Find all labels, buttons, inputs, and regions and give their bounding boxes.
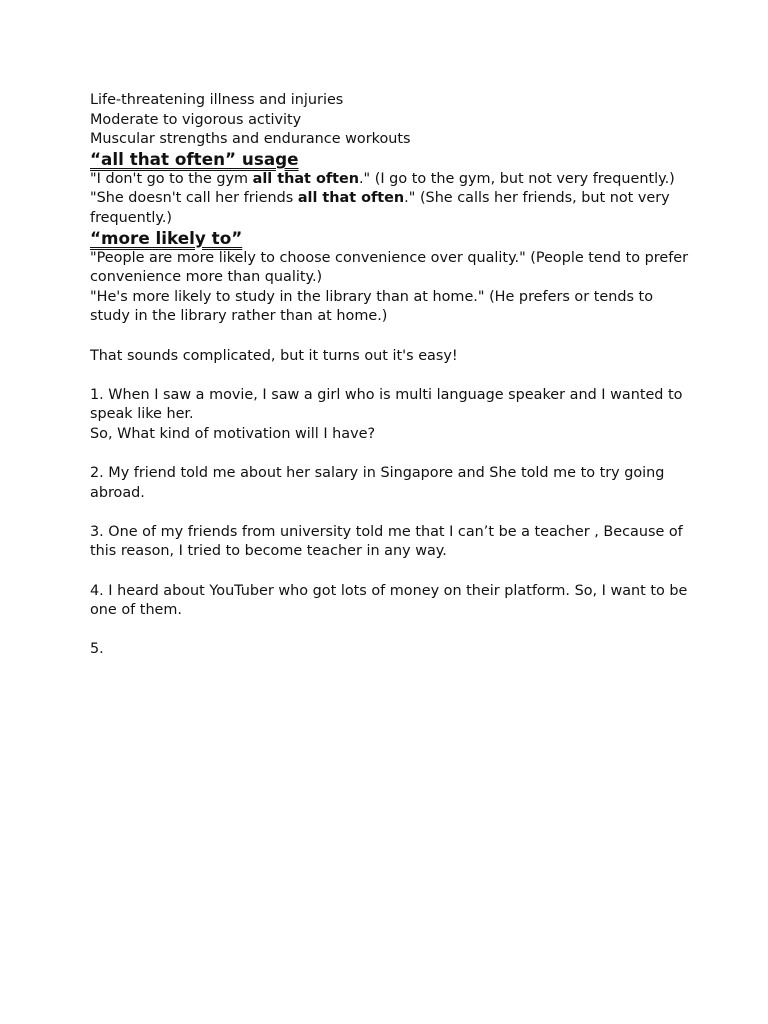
list-item-1-question: So, What kind of motivation will I have? bbox=[90, 425, 376, 442]
list-item-3: 3. One of my friends from university told me that I can’t be a teacher , Because of this reason, I tried to become teacher in any way. bbox=[90, 523, 683, 560]
document-page bbox=[90, 91, 690, 660]
blank-line bbox=[90, 366, 690, 386]
example-gym-before: "I don't go to the gym bbox=[90, 170, 253, 187]
example-gym-bold: all that often bbox=[252, 170, 359, 187]
intro-line-2: Moderate to vigorous activity bbox=[90, 111, 302, 128]
easy-line: That sounds complicated, but it turns out it's easy! bbox=[90, 347, 458, 364]
list-item-1: 1. When I saw a movie, I saw a girl who is multi language speaker and I wanted to speak like her. bbox=[90, 386, 683, 423]
example-library: "He's more likely to study in the library than at home." (He prefers or tends to study in the library rather than at home.) bbox=[90, 288, 653, 325]
example-convenience: "People are more likely to choose convenience over quality." (People tend to prefer convenience more than quality.) bbox=[90, 249, 689, 286]
blank-line bbox=[90, 503, 690, 523]
heading-all-that-often: “all that often” usage bbox=[90, 148, 299, 169]
example-friends-before: "She doesn't call her friends bbox=[90, 190, 298, 207]
example-friends-bold: all that often bbox=[297, 190, 405, 207]
heading-more-likely-to: “more likely to” bbox=[90, 227, 243, 248]
intro-line-3: Muscular strengths and endurance workouts bbox=[90, 131, 411, 148]
intro-line-1: Life-threatening illness and injuries bbox=[90, 92, 344, 108]
blank-line bbox=[90, 445, 690, 465]
example-gym bbox=[90, 170, 690, 190]
blank-line bbox=[90, 621, 690, 641]
example-friends-after: ." (She calls her friends, but not very frequently.) bbox=[90, 190, 670, 226]
blank-line bbox=[90, 562, 690, 582]
list-item-2: 2. My friend told me about her salary in Singapore and She told me to try going abroad. bbox=[90, 465, 665, 501]
blank-line bbox=[90, 327, 690, 347]
example-friends bbox=[90, 189, 690, 228]
example-gym-after: ." (I go to the gym, but not very frequently.) bbox=[358, 170, 675, 187]
list-item-4: 4. I heard about YouTuber who got lots of money on their platform. So, I want to be one of them. bbox=[90, 582, 688, 619]
list-item-5: 5. bbox=[90, 641, 104, 658]
